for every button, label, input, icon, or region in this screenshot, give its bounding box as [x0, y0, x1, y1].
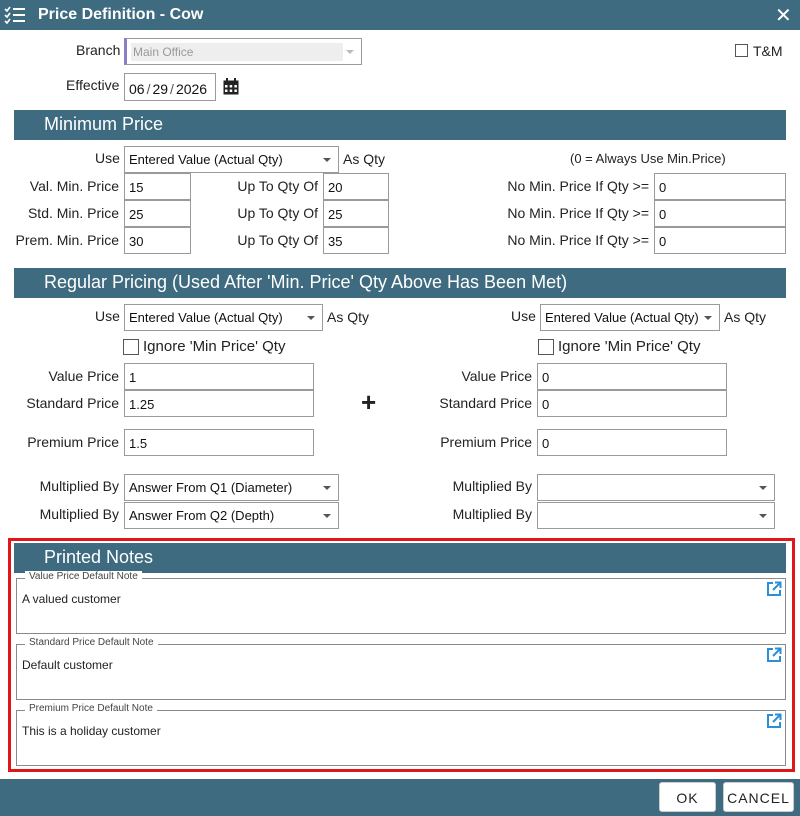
- left-mult1-select[interactable]: [124, 474, 339, 501]
- val-no-min-qty-input[interactable]: 0: [654, 173, 786, 200]
- left-mult2-value: Answer From Q2 (Depth): [129, 508, 275, 523]
- window-title: Price Definition - Cow: [38, 6, 204, 23]
- left-mult2-select[interactable]: [124, 502, 339, 529]
- min-use-value: Entered Value (Actual Qty): [129, 152, 283, 167]
- right-use-value: Entered Value (Actual Qty): [545, 310, 699, 325]
- right-mult2-select[interactable]: [537, 502, 775, 529]
- right-ignore-min-label: Ignore 'Min Price' Qty: [558, 338, 701, 355]
- chevron-down-icon: [759, 514, 767, 518]
- value-note-box[interactable]: [16, 571, 786, 634]
- min-note: (0 = Always Use Min.Price): [570, 151, 726, 166]
- std-no-min-qty-input[interactable]: 0: [654, 200, 786, 227]
- standard-note-legend: Standard Price Default Note: [25, 637, 158, 648]
- open-external-icon[interactable]: [766, 713, 782, 729]
- no-min-price-label: No Min. Price If Qty >=: [507, 178, 649, 194]
- chevron-down-icon: [704, 316, 712, 320]
- standard-note-text[interactable]: Default customer: [22, 658, 113, 672]
- minimum-price-header: [14, 110, 786, 140]
- tm-checkbox[interactable]: [735, 44, 748, 57]
- right-value-price-input[interactable]: 0: [537, 363, 727, 390]
- val-up-to-qty-input[interactable]: 20: [323, 173, 389, 200]
- left-standard-price-input[interactable]: 1.25: [124, 390, 314, 417]
- left-use-value: Entered Value (Actual Qty): [129, 310, 283, 325]
- val-min-price-label: Val. Min. Price: [29, 178, 119, 194]
- left-mult2-label: Multiplied By: [39, 506, 119, 522]
- left-value-price-label: Value Price: [48, 368, 119, 384]
- min-as-qty: As Qty: [343, 151, 386, 167]
- std-min-price-input[interactable]: 25: [124, 200, 191, 227]
- prem-up-to-qty-input[interactable]: 35: [323, 227, 389, 254]
- left-ignore-min-checkbox[interactable]: [123, 339, 139, 355]
- right-ignore-min-checkbox[interactable]: [538, 339, 554, 355]
- footer-bar: [0, 779, 800, 816]
- prem-min-price-label: Prem. Min. Price: [15, 232, 119, 248]
- value-note-text[interactable]: A valued customer: [22, 592, 121, 606]
- right-standard-price-label: Standard Price: [439, 395, 532, 411]
- prem-no-min-qty-input[interactable]: 0: [654, 227, 786, 254]
- open-external-icon[interactable]: [766, 647, 782, 663]
- section-title: Regular Pricing (Used After 'Min. Price' Qty Above Has Been Met): [44, 272, 568, 292]
- std-up-to-qty-input[interactable]: 25: [323, 200, 389, 227]
- calendar-icon[interactable]: [223, 78, 239, 95]
- standard-note-box[interactable]: [16, 637, 786, 700]
- right-standard-price-input[interactable]: 0: [537, 390, 727, 417]
- left-value-price-input[interactable]: 1: [124, 363, 314, 390]
- left-premium-price-input[interactable]: 1.5: [124, 429, 314, 456]
- up-to-qty-label: Up To Qty Of: [237, 178, 318, 194]
- left-premium-price-label: Premium Price: [27, 434, 119, 450]
- chevron-down-icon: [323, 158, 331, 162]
- premium-note-text[interactable]: This is a holiday customer: [22, 724, 161, 738]
- printed-notes-header: [14, 543, 786, 573]
- up-to-qty-label: Up To Qty Of: [237, 205, 318, 221]
- chevron-down-icon: [346, 50, 354, 54]
- min-use-label: Use: [95, 150, 120, 166]
- left-use-select[interactable]: [124, 304, 323, 331]
- left-as-qty: As Qty: [327, 309, 370, 325]
- up-to-qty-label: Up To Qty Of: [237, 232, 318, 248]
- left-use-label: Use: [95, 308, 120, 324]
- regular-pricing-header: [14, 268, 786, 298]
- branch-value: Main Office: [131, 43, 343, 61]
- right-as-qty: As Qty: [724, 309, 767, 325]
- checklist-menu-icon[interactable]: [4, 5, 26, 25]
- left-mult1-label: Multiplied By: [39, 478, 119, 494]
- prem-min-price-input[interactable]: 30: [124, 227, 191, 254]
- min-use-select[interactable]: [124, 146, 339, 173]
- date-year: 2026: [175, 81, 208, 97]
- no-min-price-label: No Min. Price If Qty >=: [507, 205, 649, 221]
- effective-date-input[interactable]: [124, 73, 216, 101]
- open-external-icon[interactable]: [766, 581, 782, 597]
- left-standard-price-label: Standard Price: [26, 395, 119, 411]
- branch-label: Branch: [76, 42, 121, 58]
- cancel-button[interactable]: CANCEL: [723, 782, 794, 812]
- value-note-legend: Value Price Default Note: [25, 571, 142, 582]
- left-ignore-min-label: Ignore 'Min Price' Qty: [143, 338, 286, 355]
- chevron-down-icon: [759, 486, 767, 490]
- date-month: 06: [129, 81, 145, 97]
- section-title: Printed Notes: [44, 547, 154, 567]
- close-icon[interactable]: ✕: [775, 5, 792, 27]
- chevron-down-icon: [323, 514, 331, 518]
- right-mult1-label: Multiplied By: [452, 478, 532, 494]
- title-bar: [0, 0, 800, 30]
- premium-note-legend: Premium Price Default Note: [25, 703, 157, 714]
- date-separator: /: [170, 81, 174, 97]
- chevron-down-icon: [307, 316, 315, 320]
- chevron-down-icon: [323, 486, 331, 490]
- plus-icon: +: [361, 387, 377, 417]
- tm-label: T&M: [753, 43, 783, 59]
- effective-label: Effective: [66, 77, 120, 93]
- std-min-price-label: Std. Min. Price: [27, 205, 119, 221]
- right-use-label: Use: [511, 308, 536, 324]
- val-min-price-input[interactable]: 15: [124, 173, 191, 200]
- date-day: 29: [152, 81, 169, 97]
- ok-button[interactable]: OK: [659, 782, 716, 812]
- right-mult2-label: Multiplied By: [452, 506, 532, 522]
- section-title: Minimum Price: [44, 114, 164, 134]
- right-premium-price-input[interactable]: 0: [537, 429, 727, 456]
- right-premium-price-label: Premium Price: [440, 434, 532, 450]
- date-separator: /: [146, 81, 151, 97]
- premium-note-box[interactable]: [16, 703, 786, 766]
- left-mult1-value: Answer From Q1 (Diameter): [129, 480, 293, 495]
- right-value-price-label: Value Price: [461, 368, 532, 384]
- right-mult1-select[interactable]: [537, 474, 775, 501]
- no-min-price-label: No Min. Price If Qty >=: [507, 232, 649, 248]
- branch-select[interactable]: [124, 38, 362, 65]
- right-use-select[interactable]: [540, 304, 720, 331]
